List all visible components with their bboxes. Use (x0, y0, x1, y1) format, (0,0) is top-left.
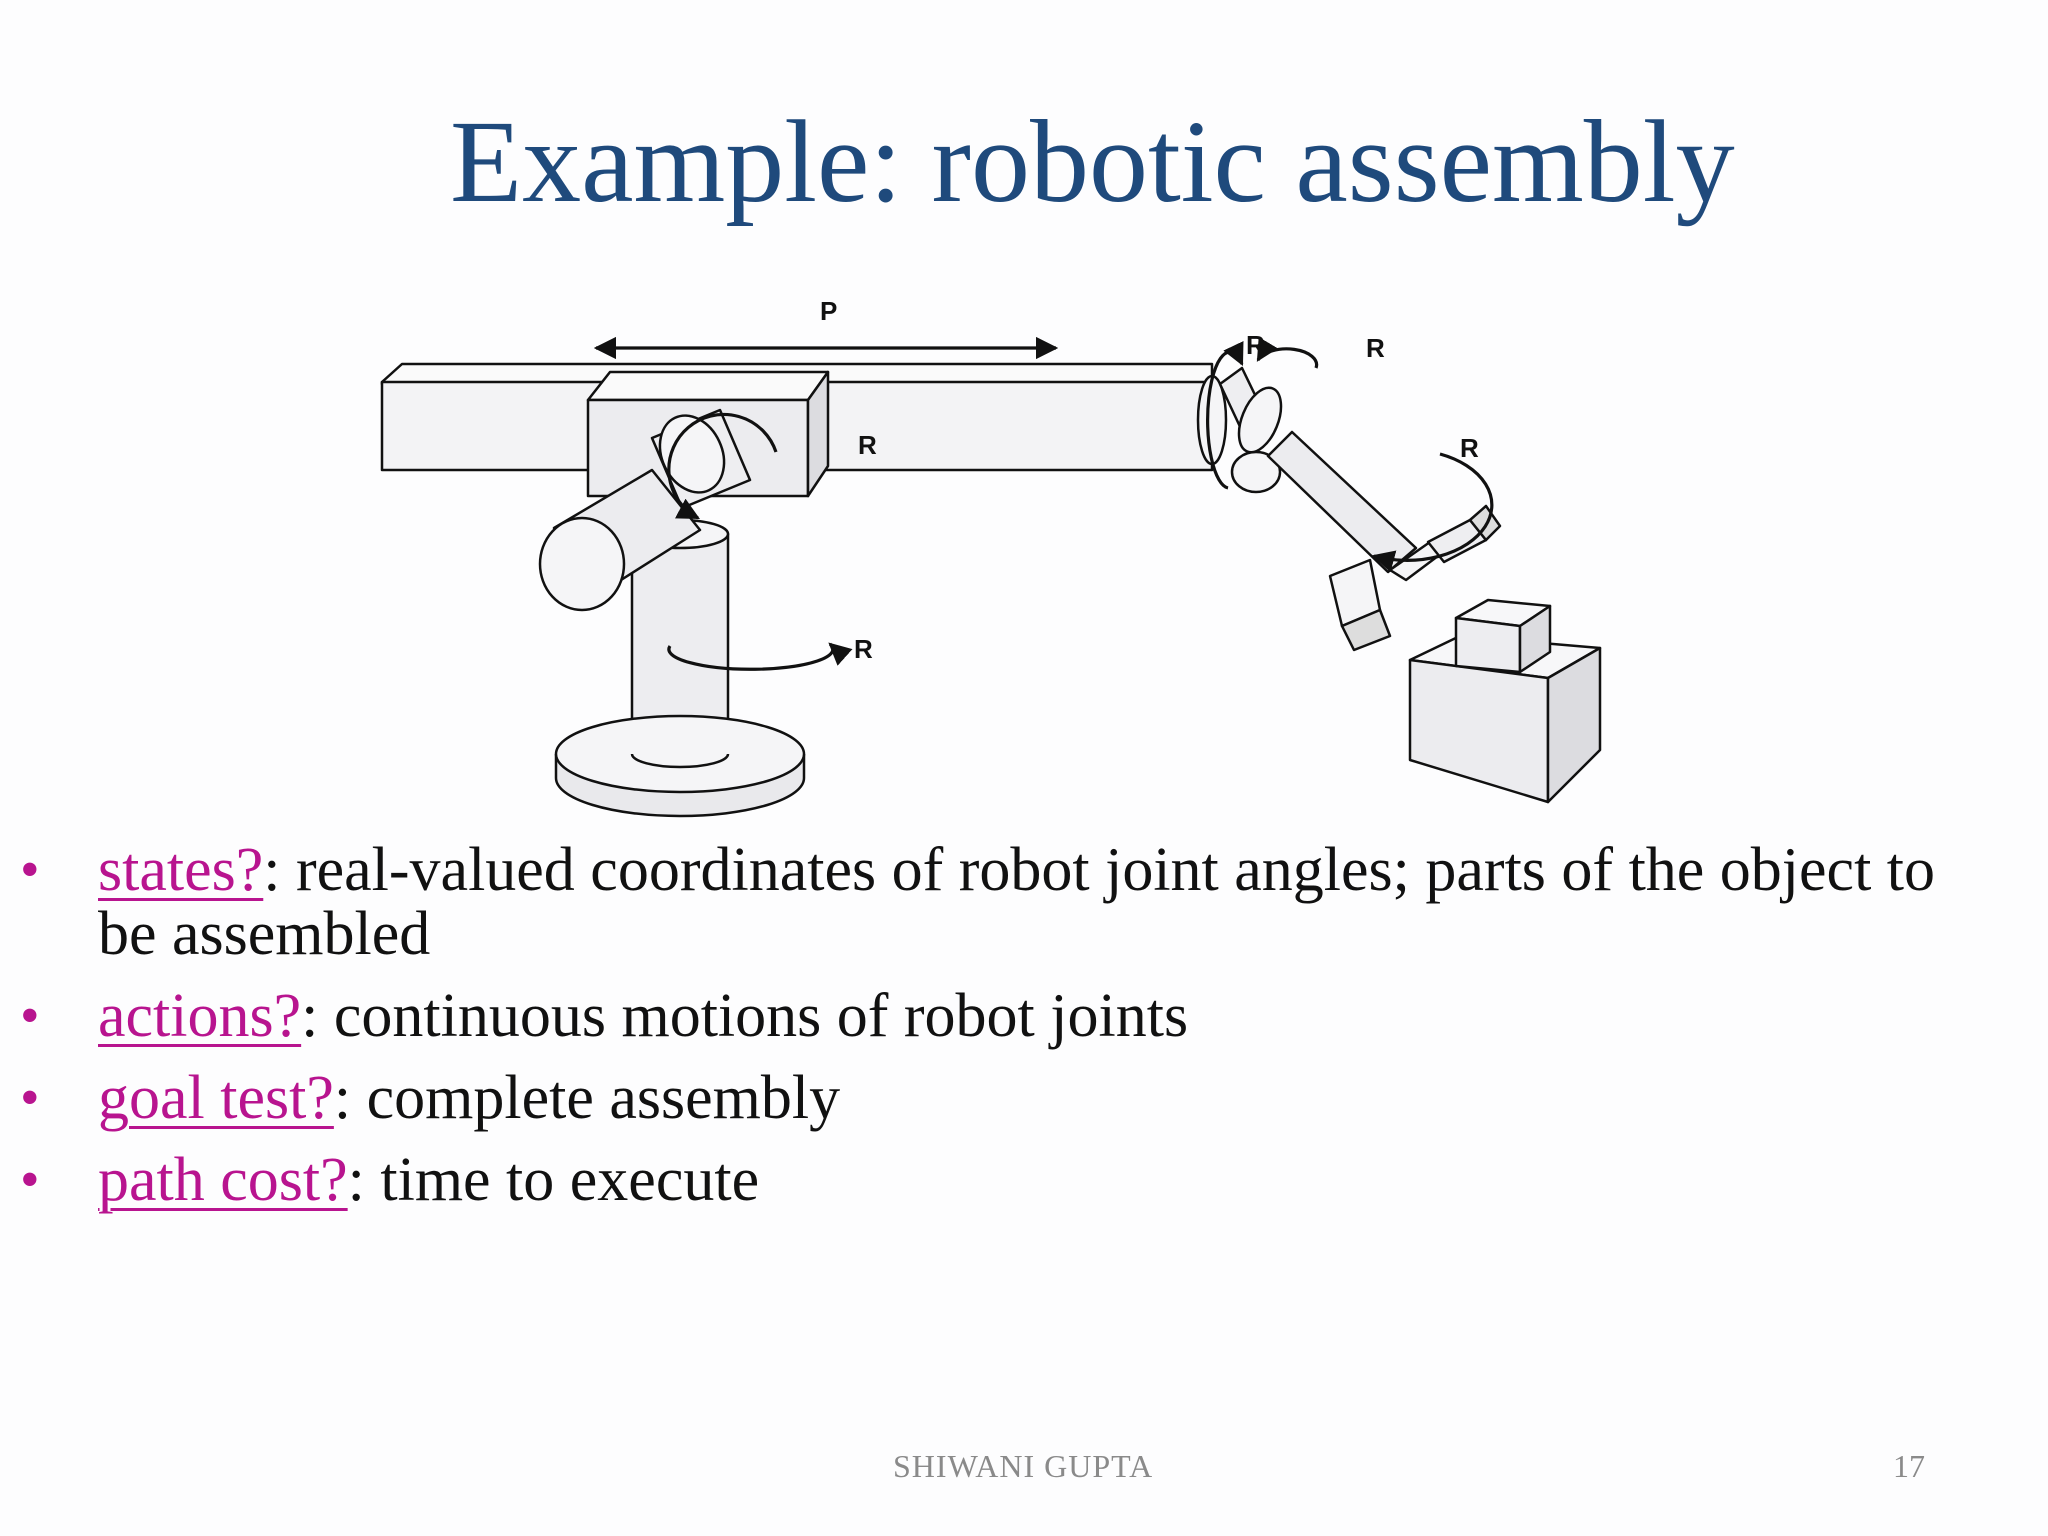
prismatic-joint-label: P (820, 296, 838, 326)
bullet-item (20, 1148, 2000, 1212)
page-number: 17 (1893, 1448, 1925, 1484)
footer-author: SHIWANI GUPTA (893, 1448, 1154, 1484)
bullet-item (20, 984, 2000, 1048)
slide-title: Example: robotic assembly (450, 96, 1735, 227)
goal-test-link[interactable]: goal test? (98, 1064, 334, 1132)
bullet-text: : complete assembly (333, 1064, 841, 1132)
bullet-marker: • (20, 839, 40, 901)
bullet-text: : time to execute (347, 1146, 760, 1214)
bullet-text: : real-valued coordinates of robot joint angles; parts of the object to be assembled (98, 836, 1936, 968)
path-cost-link[interactable]: path cost? (98, 1146, 348, 1214)
robot-arm-diagram (370, 280, 1690, 820)
wrist-joint-label-a: R (1246, 330, 1265, 360)
shoulder-joint-label: R (858, 430, 877, 460)
base-joint-label: R (854, 634, 873, 664)
bullet-item (20, 838, 2000, 966)
bullet-text: : continuous motions of robot joints (301, 982, 1189, 1050)
bullet-list (20, 838, 2000, 1230)
robot-arm-illustration (370, 280, 1690, 820)
bullet-item (20, 1066, 2000, 1130)
states-link[interactable]: states? (98, 836, 264, 904)
wrist-joint-label-c: R (1460, 433, 1479, 463)
wrist-joint-label-b: R (1366, 333, 1385, 363)
bullet-marker: • (20, 1067, 40, 1129)
bullet-marker: • (20, 1149, 40, 1211)
bullet-marker: • (20, 985, 40, 1047)
actions-link[interactable]: actions? (98, 982, 302, 1050)
